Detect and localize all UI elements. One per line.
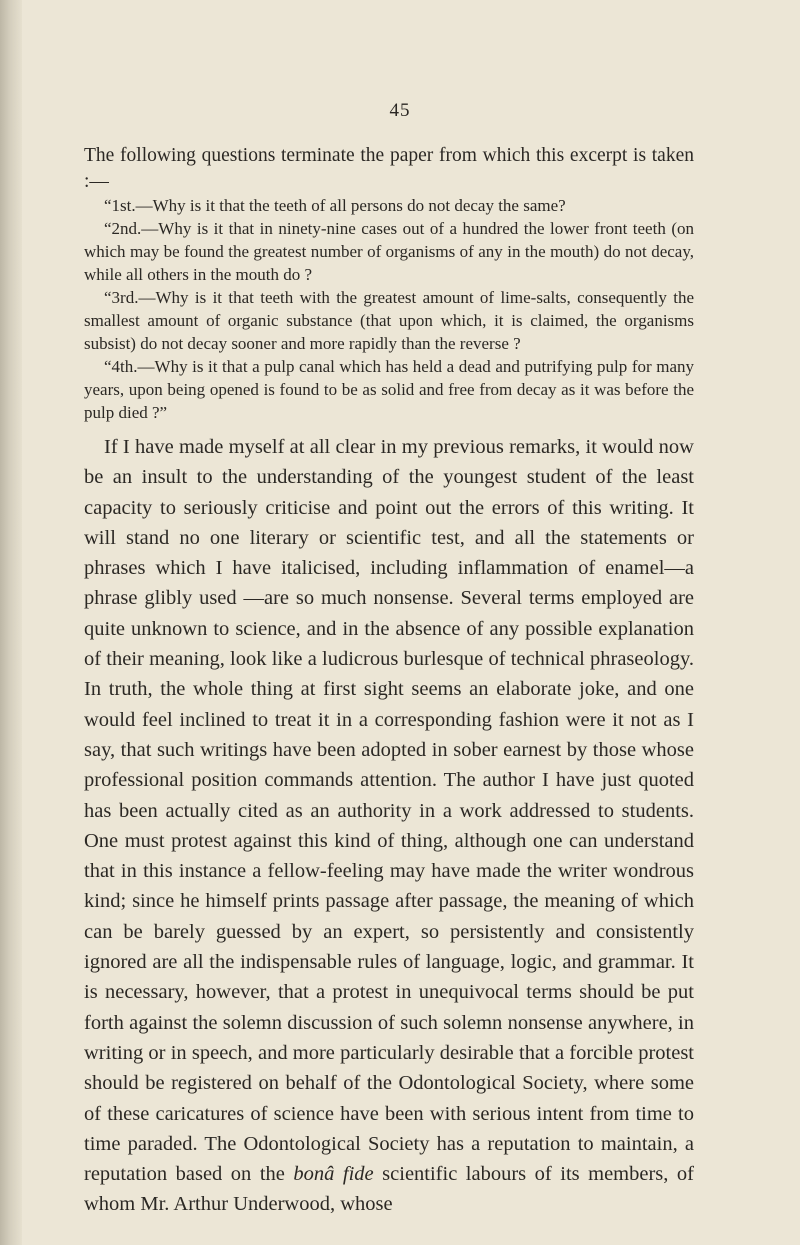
page-edge-shadow bbox=[0, 0, 22, 1245]
body-paragraph bbox=[84, 432, 694, 1220]
body-text-part-1: If I have made myself at all clear in my previous remarks, it would now be an insult to the understanding of the youngest student of the least capacity to seriously criticise and point out the errors of this writing. It will stand no one literary or scientific test, and all the statements or phrases which I have italicised, including inflammation of enamel—a phrase glibly used —are so much nonsense. Several terms employed are quite unknown to science, and in the absence of any possible explanation of their meaning, look like a ludicrous burlesque of technical phraseology. In truth, the whole thing at first sight seems an elaborate joke, and one would feel inclined to treat it in a corresponding fashion were it not as I say, that such writings have been adopted in sober earnest by those whose professional position commands attention. The author I have just quoted has been actually cited as an authority in a work addressed to students. One must protest against this kind of thing, although one can understand that in this instance a fellow-feeling may have made the writer wondrous kind; since he himself prints passage after passage, the meaning of which can be barely guessed by an expert, so persistently and consistently ignored are all the indispensable rules of language, logic, and grammar. It is necessary, however, that a protest in unequivocal terms should be put forth against the solemn discussion of such solemn nonsense anywhere, in writing or in speech, and more particularly desirable that a forcible protest should be registered on behalf of the Odontological Society, where some of these caricatures of science have been with serious intent from time to time paraded. The Odontological Society has a reputation to maintain, a reputation based on the bbox=[84, 436, 694, 1186]
question-2: “2nd.—Why is it that in ninety-nine cases out of a hundred the lower front teeth (on which may be found the greatest number of organisms of any in the mouth) do not decay, while all others in the mouth do ? bbox=[84, 219, 694, 284]
question-3: “3rd.—Why is it that teeth with the greatest amount of lime-salts, consequently the smallest amount of organic substance (that upon which, it is claimed, the organisms subsist) do not decay sooner and more rapidly than the reverse ? bbox=[84, 288, 694, 353]
intro-sentence: The following questions terminate the paper from which this excerpt is taken :— bbox=[84, 145, 694, 192]
question-4: “4th.—Why is it that a pulp canal which has held a dead and putrifying pulp for many years, upon being opened is found to be as solid and free from decay as it was before the pulp died ?” bbox=[84, 357, 694, 422]
text-block bbox=[84, 143, 694, 1220]
italic-phrase: bonâ fide bbox=[293, 1163, 374, 1186]
page-number: 45 bbox=[389, 100, 411, 121]
question-1: “1st.—Why is it that the teeth of all persons do not decay the same? bbox=[104, 196, 566, 215]
body-text-part-2: scientific labours of its members, of whom Mr. Arthur Underwood, whose bbox=[84, 1163, 694, 1216]
